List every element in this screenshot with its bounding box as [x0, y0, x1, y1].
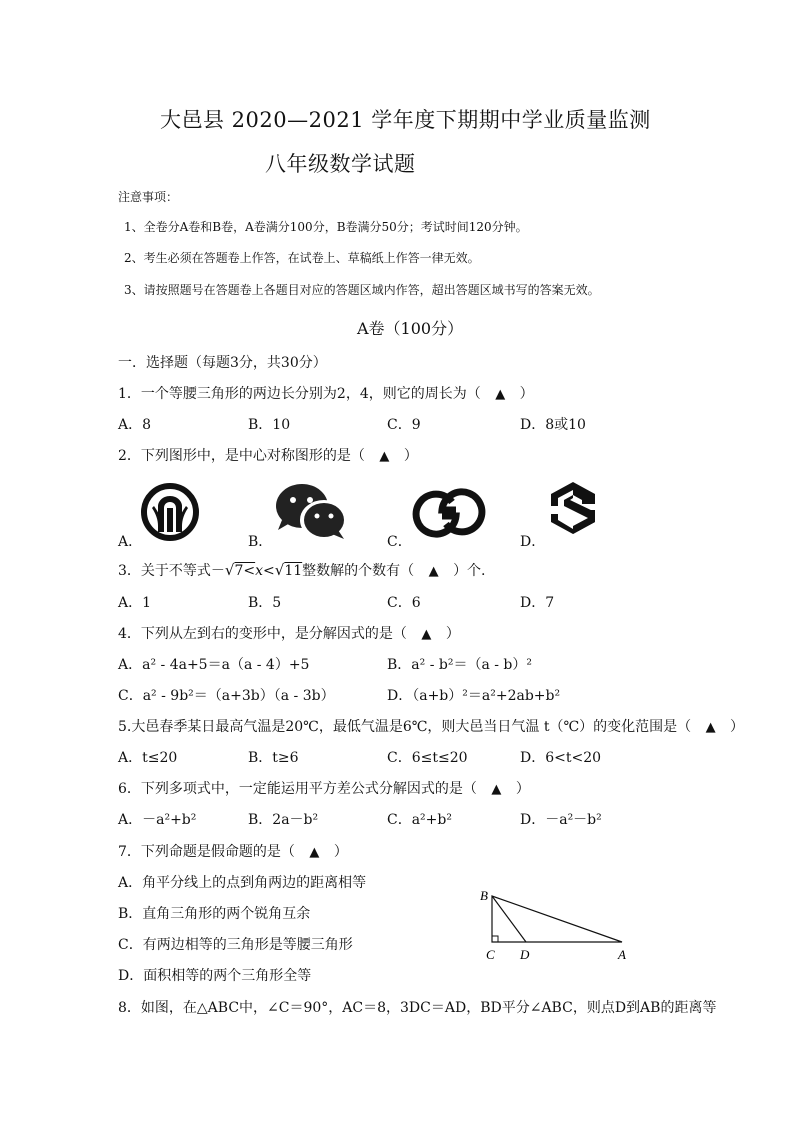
label-d: D	[520, 947, 530, 962]
q4-option-d: D．（a+b）²＝a²+2ab+b²	[387, 688, 561, 704]
right-angle-mark-icon	[492, 936, 498, 942]
q5-stem-tail: ）	[730, 719, 745, 735]
note-item-1: 1、全卷分A卷和B卷，A卷满分100分，B卷满分50分；考试时间120分钟。	[124, 220, 528, 234]
q3-stem-radical-11: 11	[284, 563, 303, 579]
bisector-bd	[492, 896, 526, 942]
q5-option-a: A．t≤20	[118, 750, 178, 766]
q5-option-d: D．6<t<20	[520, 750, 602, 766]
q5-stem-text: 5.大邑春季某日最高气温是20℃，最低气温是6℃，则大邑当日气温 t（℃）的变化范围是（	[118, 719, 692, 735]
q2-stem-text: 2．下列图形中，是中心对称图形的是（	[118, 448, 365, 464]
q6-stem-tail: ）	[515, 781, 530, 797]
note-item-3: 3、请按照题号在答题卷上各题目对应的答题区域内作答，超出答题区域书写的答案无效。	[124, 283, 600, 297]
q5-stem	[118, 716, 744, 736]
q3-option-c: C．6	[387, 595, 421, 611]
answer-mark: ▲	[491, 782, 502, 797]
hexagon-s-logo-icon	[548, 480, 598, 536]
q1-stem	[118, 383, 534, 403]
q2-stem-tail: ）	[403, 448, 418, 464]
q6-option-a: A．－a²+b²	[118, 812, 197, 828]
q8-stem: 8．如图，在△ABC中，∠C＝90°，AC＝8，3DC＝AD，BD平分∠ABC，则点D到AB的距离等	[118, 1000, 717, 1016]
note-item-2: 2、考生必须在答题卷上作答，在试卷上、草稿纸上作答一律无效。	[124, 251, 480, 265]
q3-stem-tail: ）个.	[453, 563, 486, 579]
q2-option-c: C．	[387, 534, 412, 550]
label-a: A	[618, 947, 626, 962]
chat-bubbles-logo-icon	[272, 482, 352, 542]
answer-mark: ▲	[421, 627, 432, 642]
triangle-figure	[478, 886, 638, 966]
q7-option-b: B．直角三角形的两个锐角互余	[118, 906, 311, 922]
notes-heading: 注意事项：	[118, 190, 179, 204]
q3-option-b: B．5	[248, 595, 282, 611]
label-c: C	[486, 947, 495, 962]
answer-mark: ▲	[379, 449, 390, 464]
q3-stem-radical-7: 7<	[234, 563, 256, 579]
q6-stem-text: 6．下列多项式中，一定能运用平方差公式分解因式的是（	[118, 781, 477, 797]
q3-stem-suffix: 整数解的个数有（	[302, 563, 415, 579]
q7-option-a: A．角平分线上的点到角两边的距离相等	[118, 875, 367, 891]
q1-option-c: C．9	[387, 417, 421, 433]
q1-option-a: A．8	[118, 417, 152, 433]
q2-option-a: A．	[118, 534, 143, 550]
exam-subtitle: 八年级数学试题	[265, 152, 416, 176]
label-b: B	[480, 888, 488, 903]
interlocking-g-logo-icon	[412, 488, 486, 538]
q1-stem-tail: ）	[519, 386, 534, 402]
part1-heading: 一．选择题（每题3分，共30分）	[118, 355, 327, 371]
q4-option-b: B．a² - b²＝（a - b）²	[387, 657, 533, 673]
q6-option-b: B．2a－b²	[248, 812, 319, 828]
q3-option-a: A．1	[118, 595, 152, 611]
q7-stem-tail: ）	[333, 844, 348, 860]
exam-title: 大邑县 2020—2021 学年度下期期中学业质量监测	[160, 108, 651, 132]
q7-stem-text: 7．下列命题是假命题的是（	[118, 844, 295, 860]
answer-mark: ▲	[705, 720, 716, 735]
q2-option-b: B．	[248, 534, 273, 550]
q6-option-d: D．－a²－b²	[520, 812, 602, 828]
answer-mark: ▲	[309, 845, 320, 860]
q4-stem	[118, 623, 460, 643]
q4-option-c: C．a² - 9b²＝（a+3b）（a - 3b）	[118, 688, 335, 704]
emblem-logo-icon	[140, 482, 200, 542]
sqrt-icon: √	[274, 561, 285, 579]
q2-option-d: D．	[520, 534, 546, 550]
q1-stem-text: 1．一个等腰三角形的两边长分别为2，4，则它的周长为（	[118, 386, 481, 402]
triangle-abc	[492, 896, 622, 942]
q5-option-b: B．t≥6	[248, 750, 299, 766]
q3-stem-prefix: 3．关于不等式－	[118, 563, 225, 579]
q1-option-d: D．8或10	[520, 417, 586, 433]
q3-stem	[118, 560, 486, 580]
q5-option-c: C．6≤t≤20	[387, 750, 468, 766]
q2-stem	[118, 445, 418, 465]
q6-option-c: C．a²+b²	[387, 812, 452, 828]
sqrt-icon: √	[224, 561, 235, 579]
q3-stem-lt: <	[263, 563, 275, 579]
q4-stem-text: 4．下列从左到右的变形中，是分解因式的是（	[118, 626, 407, 642]
q3-option-d: D．7	[520, 595, 555, 611]
answer-mark: ▲	[495, 387, 506, 402]
q3-stem-var: x	[255, 563, 264, 579]
q4-option-a: A．a² - 4a+5＝a（a - 4）+5	[118, 657, 310, 673]
q1-option-b: B．10	[248, 417, 291, 433]
q7-option-d: D．面积相等的两个三角形全等	[118, 968, 312, 984]
q7-stem	[118, 841, 348, 861]
q7-option-c: C．有两边相等的三角形是等腰三角形	[118, 937, 353, 953]
q6-stem	[118, 778, 530, 798]
answer-mark: ▲	[428, 564, 439, 579]
section-a-title: A卷（100分）	[357, 319, 464, 338]
q4-stem-tail: ）	[445, 626, 460, 642]
